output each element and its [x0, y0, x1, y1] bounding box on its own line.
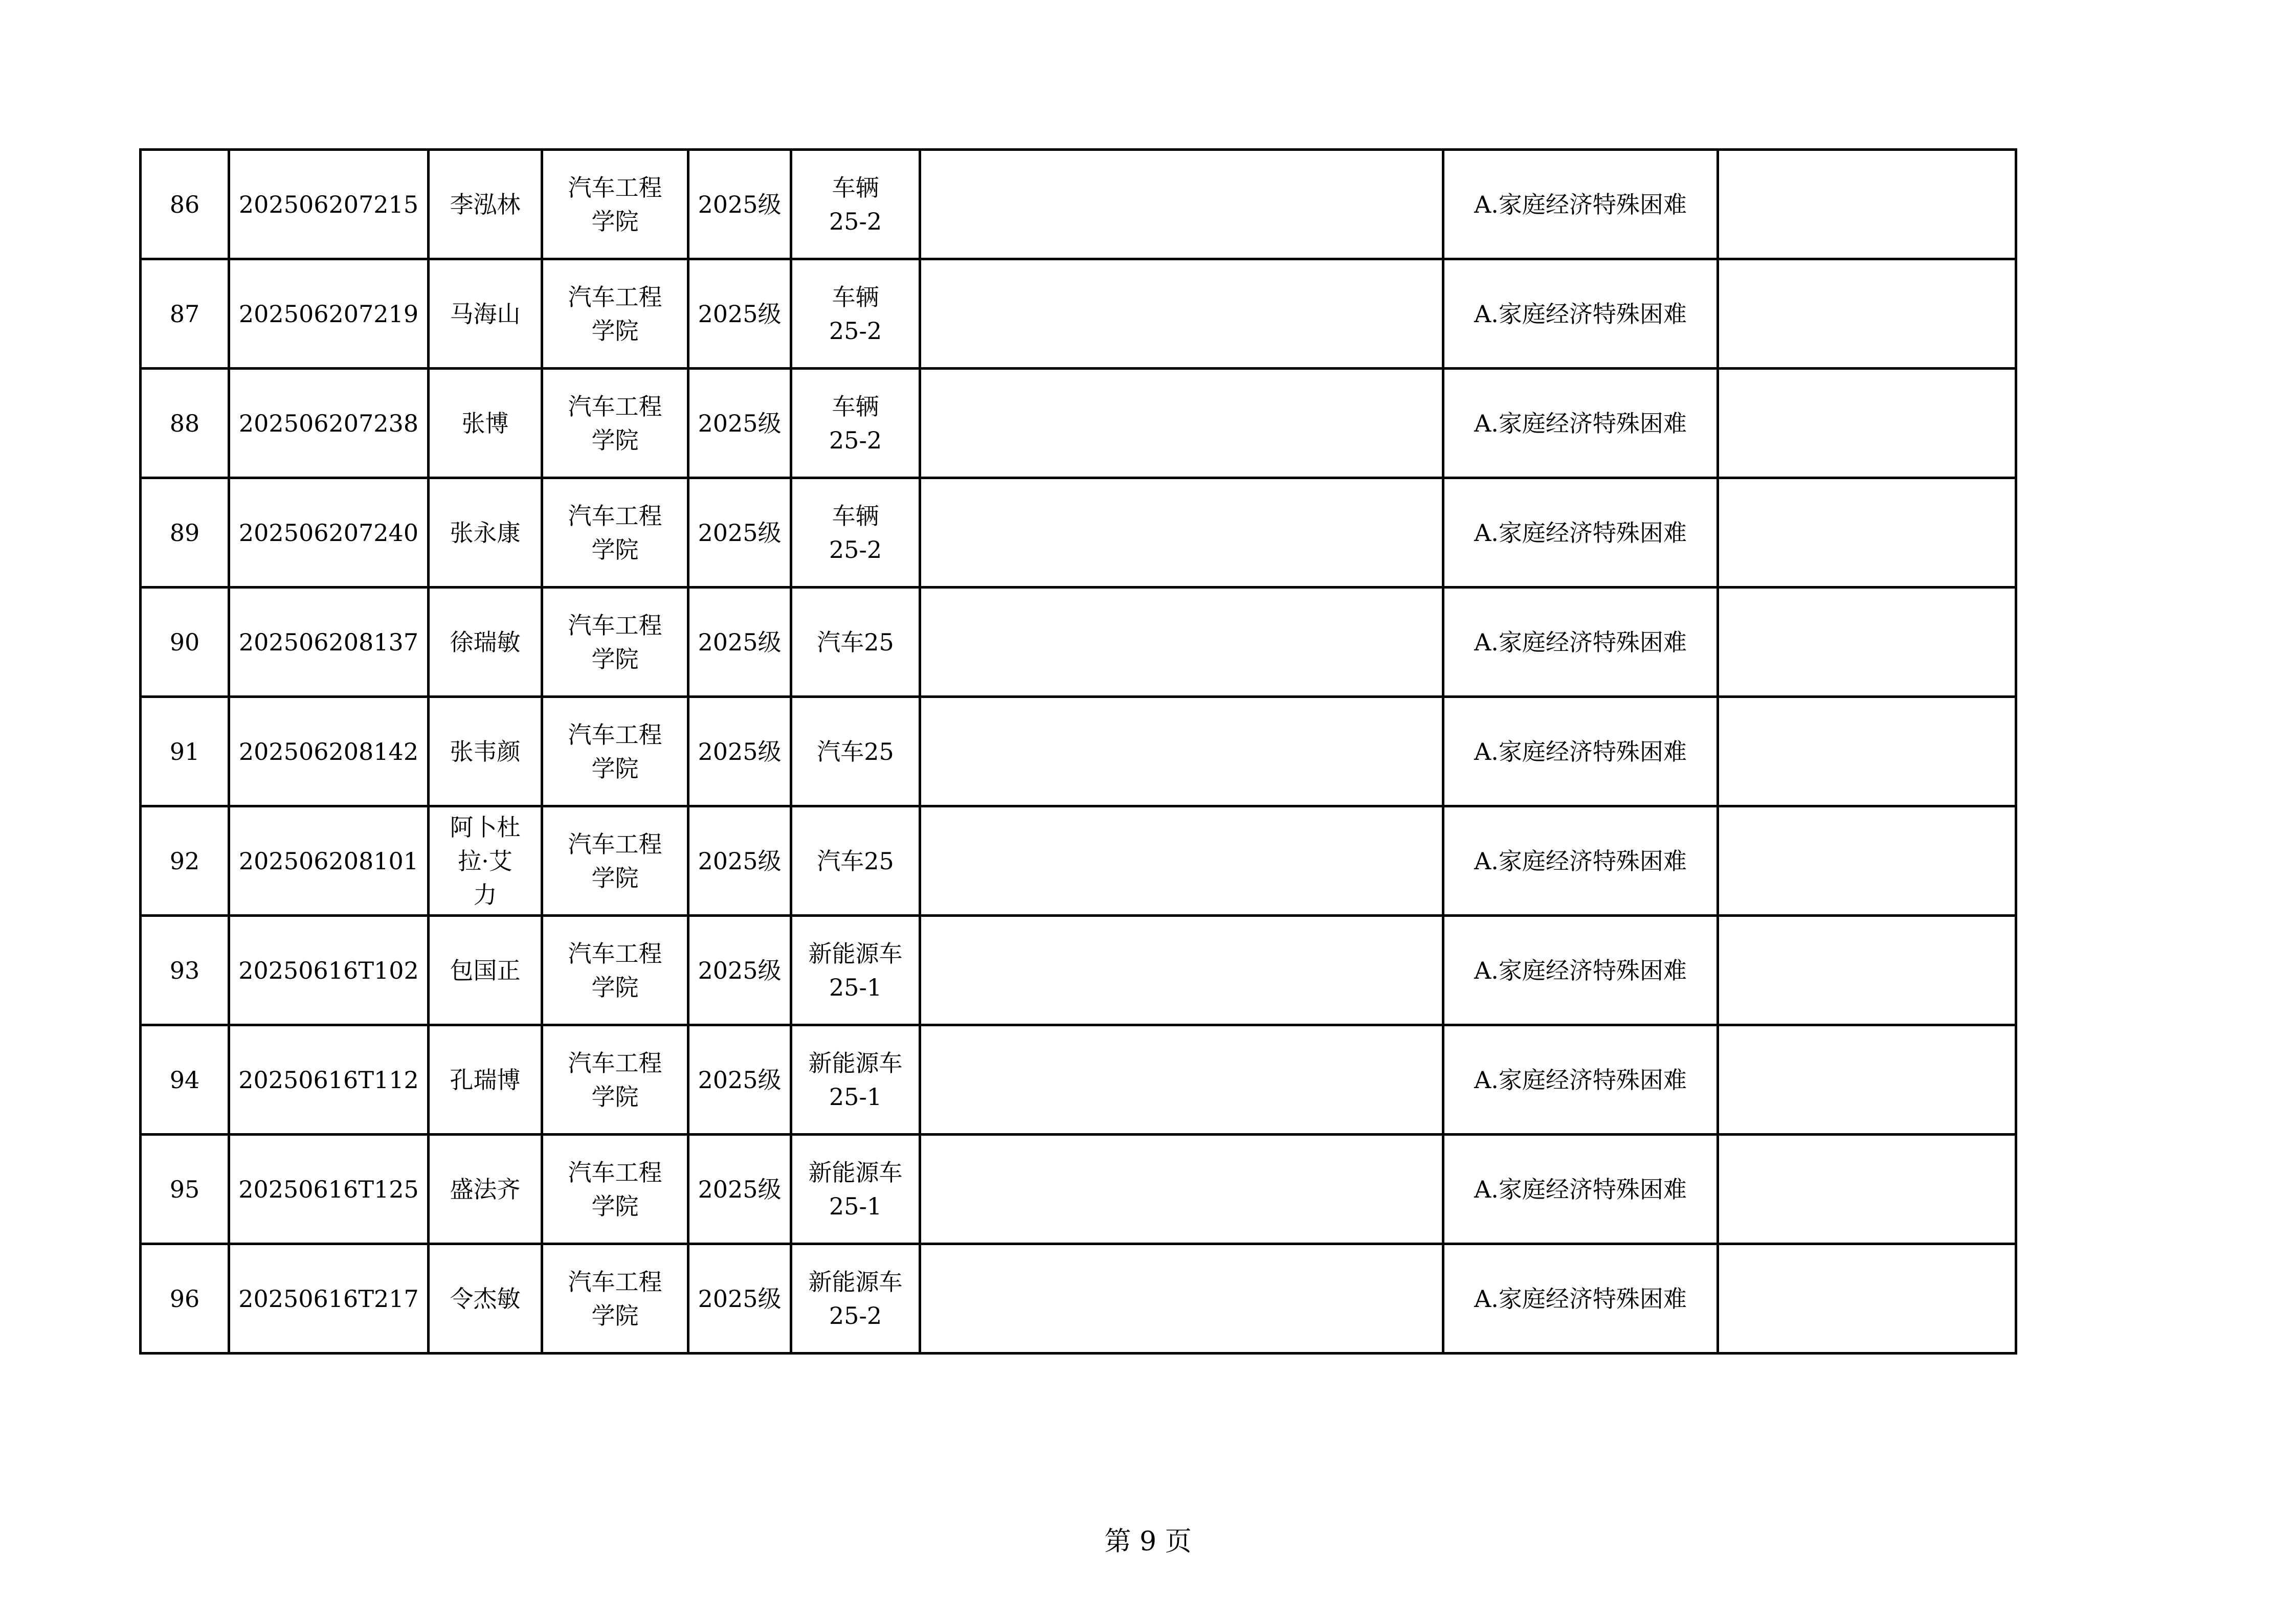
cell-blank — [920, 1244, 1443, 1354]
cell-college: 汽车工程 学院 — [542, 369, 688, 478]
cell-name: 马海山 — [429, 259, 542, 369]
cell-college: 汽车工程 学院 — [542, 259, 688, 369]
cell-no: 89 — [141, 478, 229, 588]
cell-name: 孔瑞博 — [429, 1025, 542, 1135]
cell-grade: 2025级 — [688, 478, 791, 588]
table-row — [141, 150, 2016, 259]
cell-blank — [920, 1025, 1443, 1135]
table-row — [141, 369, 2016, 478]
cell-remark — [1718, 259, 2016, 369]
table-row — [141, 806, 2016, 916]
table-row — [141, 588, 2016, 697]
table-row — [141, 1025, 2016, 1135]
cell-remark — [1718, 150, 2016, 259]
cell-category: A.家庭经济特殊困难 — [1443, 588, 1718, 697]
cell-college: 汽车工程 学院 — [542, 1025, 688, 1135]
cell-remark — [1718, 806, 2016, 916]
cell-class: 新能源车 25-2 — [791, 1244, 920, 1354]
cell-no: 92 — [141, 806, 229, 916]
cell-blank — [920, 478, 1443, 588]
cell-college: 汽车工程 学院 — [542, 1135, 688, 1244]
cell-name: 令杰敏 — [429, 1244, 542, 1354]
cell-college: 汽车工程 学院 — [542, 478, 688, 588]
cell-name: 包国正 — [429, 916, 542, 1025]
cell-name: 徐瑞敏 — [429, 588, 542, 697]
cell-name: 盛法齐 — [429, 1135, 542, 1244]
cell-name: 张博 — [429, 369, 542, 478]
cell-no: 88 — [141, 369, 229, 478]
table-row — [141, 259, 2016, 369]
cell-student-id: 202506208142 — [229, 697, 429, 806]
cell-college: 汽车工程 学院 — [542, 588, 688, 697]
table-body — [141, 150, 2016, 1354]
cell-no: 93 — [141, 916, 229, 1025]
cell-class: 新能源车 25-1 — [791, 1025, 920, 1135]
cell-college: 汽车工程 学院 — [542, 916, 688, 1025]
cell-category: A.家庭经济特殊困难 — [1443, 478, 1718, 588]
cell-student-id: 202506208137 — [229, 588, 429, 697]
cell-remark — [1718, 697, 2016, 806]
cell-grade: 2025级 — [688, 697, 791, 806]
cell-remark — [1718, 369, 2016, 478]
cell-class: 车辆 25-2 — [791, 259, 920, 369]
cell-grade: 2025级 — [688, 916, 791, 1025]
cell-category: A.家庭经济特殊困难 — [1443, 1025, 1718, 1135]
cell-name: 阿卜杜 拉·艾 力 — [429, 806, 542, 916]
cell-class: 汽车25 — [791, 806, 920, 916]
cell-grade: 2025级 — [688, 1135, 791, 1244]
cell-no: 86 — [141, 150, 229, 259]
cell-grade: 2025级 — [688, 806, 791, 916]
student-table — [139, 148, 2017, 1355]
cell-remark — [1718, 916, 2016, 1025]
cell-name: 张永康 — [429, 478, 542, 588]
cell-no: 90 — [141, 588, 229, 697]
cell-no: 96 — [141, 1244, 229, 1354]
cell-class: 车辆 25-2 — [791, 150, 920, 259]
cell-class: 车辆 25-2 — [791, 478, 920, 588]
cell-no: 87 — [141, 259, 229, 369]
table-row — [141, 1244, 2016, 1354]
cell-student-id: 202506208101 — [229, 806, 429, 916]
cell-college: 汽车工程 学院 — [542, 150, 688, 259]
cell-grade: 2025级 — [688, 1025, 791, 1135]
cell-blank — [920, 697, 1443, 806]
cell-student-id: 20250616T217 — [229, 1244, 429, 1354]
cell-class: 新能源车 25-1 — [791, 916, 920, 1025]
cell-student-id: 202506207240 — [229, 478, 429, 588]
cell-college: 汽车工程 学院 — [542, 1244, 688, 1354]
cell-name: 李泓林 — [429, 150, 542, 259]
cell-blank — [920, 916, 1443, 1025]
cell-class: 汽车25 — [791, 697, 920, 806]
page-number: 第 9 页 — [1104, 1526, 1192, 1557]
cell-student-id: 20250616T112 — [229, 1025, 429, 1135]
cell-student-id: 20250616T102 — [229, 916, 429, 1025]
cell-student-id: 202506207215 — [229, 150, 429, 259]
cell-remark — [1718, 478, 2016, 588]
cell-student-id: 202506207238 — [229, 369, 429, 478]
cell-grade: 2025级 — [688, 369, 791, 478]
cell-student-id: 20250616T125 — [229, 1135, 429, 1244]
cell-category: A.家庭经济特殊困难 — [1443, 916, 1718, 1025]
cell-name: 张韦颜 — [429, 697, 542, 806]
cell-class: 汽车25 — [791, 588, 920, 697]
cell-category: A.家庭经济特殊困难 — [1443, 697, 1718, 806]
cell-remark — [1718, 1135, 2016, 1244]
cell-category: A.家庭经济特殊困难 — [1443, 1135, 1718, 1244]
cell-remark — [1718, 588, 2016, 697]
cell-class: 新能源车 25-1 — [791, 1135, 920, 1244]
cell-blank — [920, 259, 1443, 369]
cell-grade: 2025级 — [688, 1244, 791, 1354]
table-row — [141, 916, 2016, 1025]
cell-no: 95 — [141, 1135, 229, 1244]
cell-blank — [920, 369, 1443, 478]
table-row — [141, 478, 2016, 588]
cell-category: A.家庭经济特殊困难 — [1443, 1244, 1718, 1354]
cell-college: 汽车工程 学院 — [542, 697, 688, 806]
cell-class: 车辆 25-2 — [791, 369, 920, 478]
table-row — [141, 1135, 2016, 1244]
cell-blank — [920, 588, 1443, 697]
cell-blank — [920, 806, 1443, 916]
cell-remark — [1718, 1025, 2016, 1135]
cell-blank — [920, 1135, 1443, 1244]
cell-grade: 2025级 — [688, 588, 791, 697]
cell-remark — [1718, 1244, 2016, 1354]
cell-category: A.家庭经济特殊困难 — [1443, 369, 1718, 478]
cell-category: A.家庭经济特殊困难 — [1443, 806, 1718, 916]
cell-grade: 2025级 — [688, 259, 791, 369]
cell-grade: 2025级 — [688, 150, 791, 259]
cell-category: A.家庭经济特殊困难 — [1443, 259, 1718, 369]
table-row — [141, 697, 2016, 806]
cell-blank — [920, 150, 1443, 259]
cell-no: 91 — [141, 697, 229, 806]
cell-student-id: 202506207219 — [229, 259, 429, 369]
cell-no: 94 — [141, 1025, 229, 1135]
cell-college: 汽车工程 学院 — [542, 806, 688, 916]
cell-category: A.家庭经济特殊困难 — [1443, 150, 1718, 259]
